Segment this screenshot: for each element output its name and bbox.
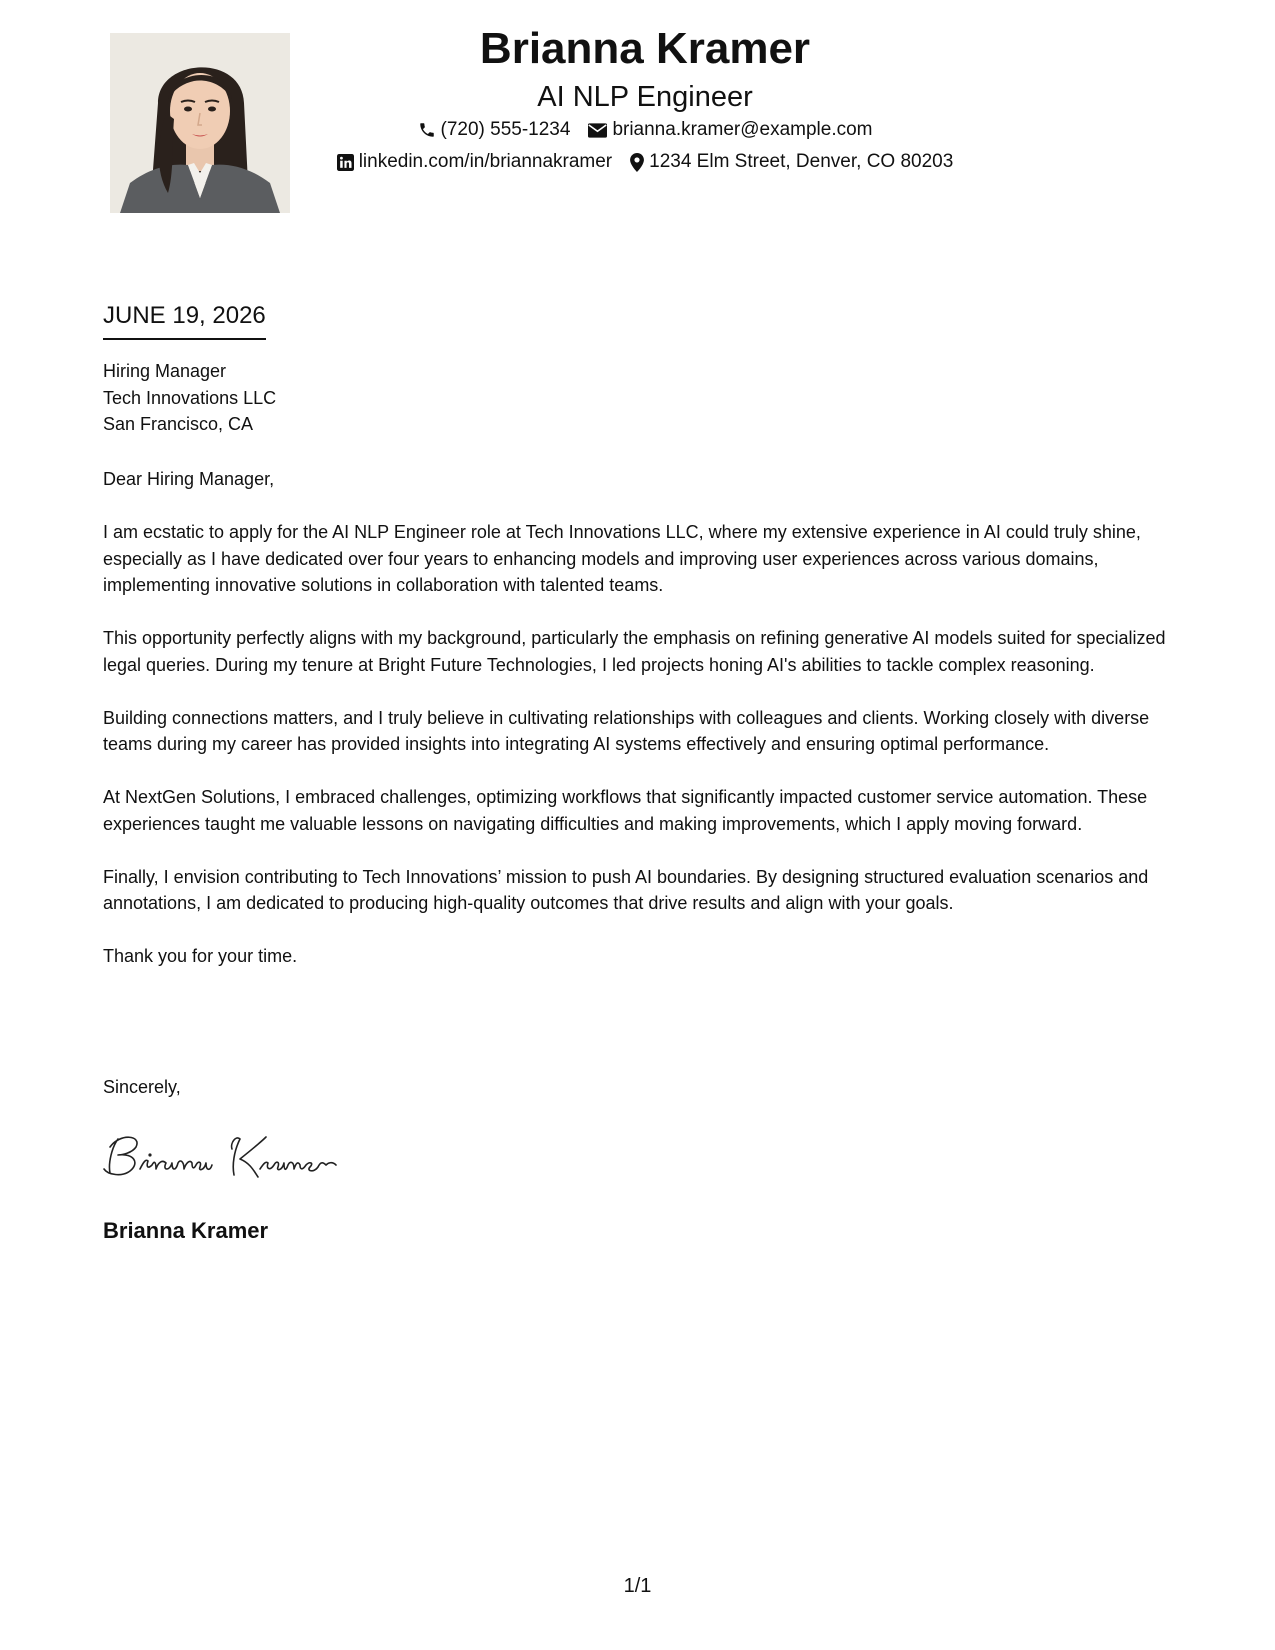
recipient-line: Hiring Manager [103,361,227,381]
email-text[interactable]: brianna.kramer@example.com [612,119,873,140]
contact-row-1 [300,114,990,146]
linkedin-icon [337,154,354,171]
body-paragraph: Building connections matters, and I truly believe in cultivating relationships with colleagues and clients. Working closely with diverse teams during my career has provided insights into integrating AI systems effectively and ensuring optimal performance. [103,707,1150,754]
linkedin-text[interactable]: linkedin.com/in/briannakramer [358,151,613,172]
body-paragraph: Finally, I envision contributing to Tech Innovations’ mission to push AI boundaries. By designing structured evaluation scenarios and annotations, I am dedicated to producing high-quality outcomes that drive results and align with your goals. [103,866,1149,913]
letter-body [103,466,1178,996]
letter-date: JUNE 19, 2026 [103,300,266,340]
profile-photo [110,33,290,213]
body-paragraph: This opportunity perfectly aligns with my background, particularly the emphasis on refining generative AI models suited for specialized legal queries. During my tenure at Bright Future Technologies, I led projects honing AI's abilities to tackle complex reasoning. [103,628,1166,675]
signer-name: Brianna Kramer [103,1218,269,1243]
phone-contact [418,114,571,146]
closing-line: Sincerely, [103,1077,181,1097]
phone-text: (720) 555-1234 [440,119,571,140]
applicant-name: Brianna Kramer [479,24,811,73]
signature-image [100,1125,370,1185]
map-pin-icon [630,153,644,172]
recipient-block [103,358,276,438]
email-contact[interactable] [588,114,872,146]
thanks-line: Thank you for your time. [103,946,298,966]
letter-date-block [103,300,266,340]
recipient-line: Tech Innovations LLC [103,387,277,408]
body-paragraph: I am ecstatic to apply for the AI NLP Engineer role at Tech Innovations LLC, where my extensive experience in AI could truly shine, especially as I have dedicated over four years to enhancing models and improving user experiences across various domains, implementing innovative solutions in collaboration with talented teams. [103,522,1141,595]
salutation: Dear Hiring Manager, [103,469,275,489]
address-contact [630,146,953,178]
recipient-line: San Francisco, CA [103,414,254,434]
page-number: 1/1 [623,1575,652,1597]
letter-header [300,18,990,178]
phone-icon [418,121,436,139]
address-text: 1234 Elm Street, Denver, CO 80203 [649,151,954,172]
body-paragraph: At NextGen Solutions, I embraced challenges, optimizing workflows that significantly impacted customer service automation. These experiences taught me valuable lessons on navigating difficulties and making improvements, which I apply moving forward. [103,787,1148,834]
applicant-title: AI NLP Engineer [537,81,753,113]
contact-row-2 [300,146,990,178]
linkedin-contact[interactable] [337,146,612,178]
envelope-icon [588,123,607,138]
